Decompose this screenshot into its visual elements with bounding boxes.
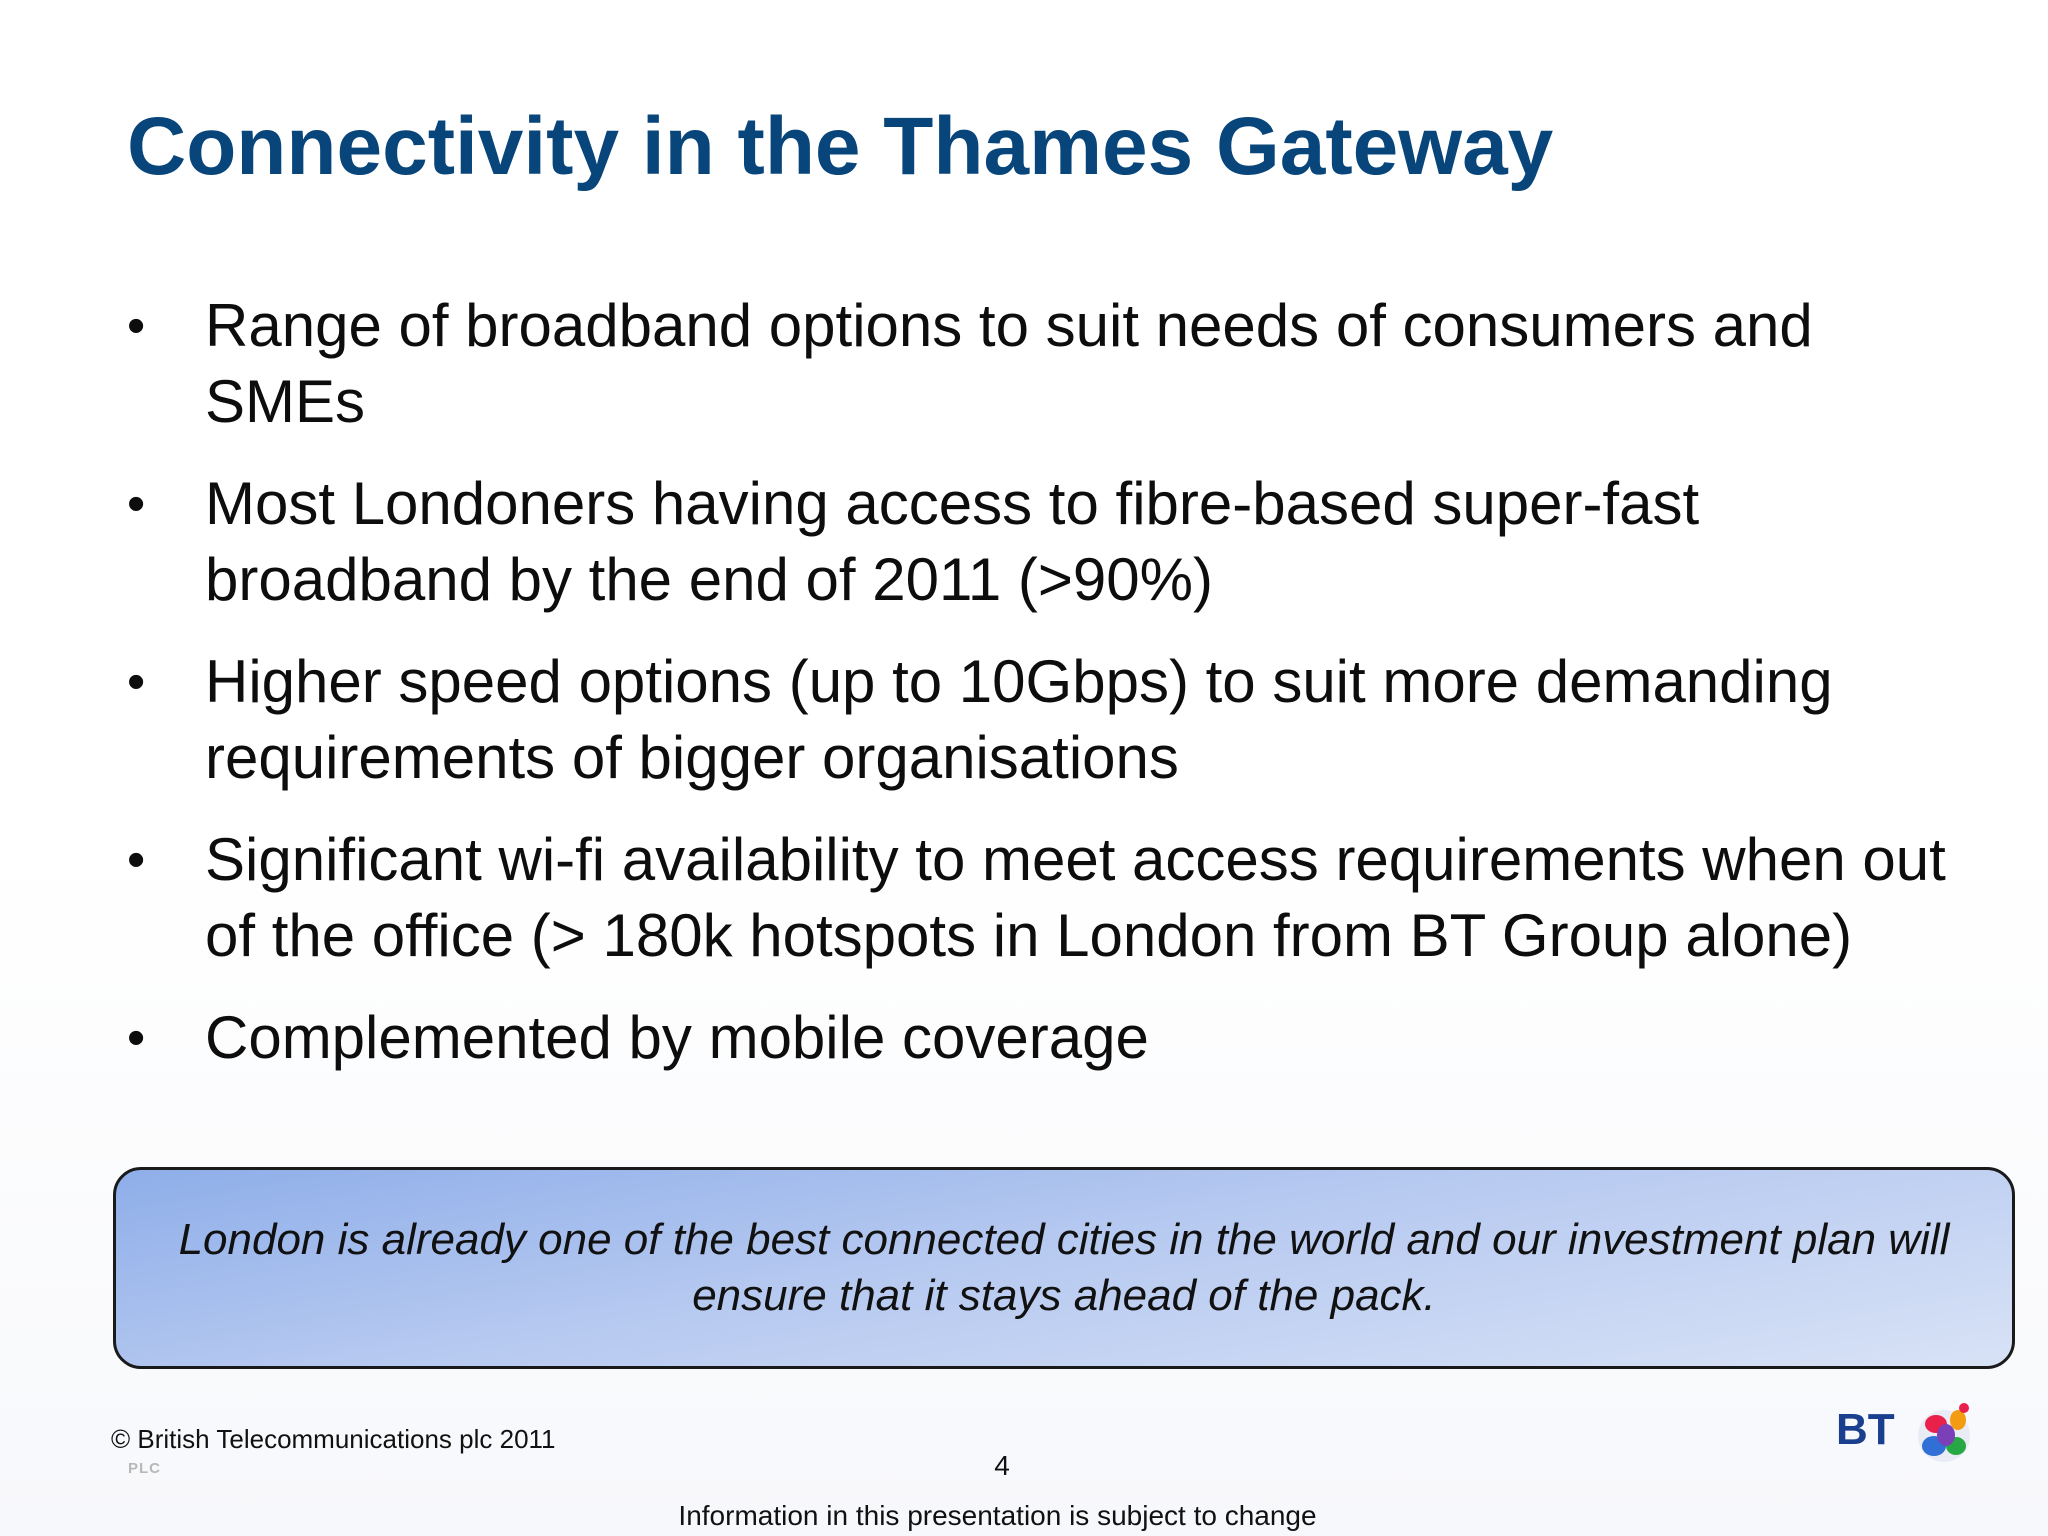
bullet-item bbox=[127, 822, 1987, 974]
plc-mark: PLC bbox=[128, 1460, 161, 1477]
bullet-marker: • bbox=[127, 831, 146, 889]
bullet-marker: • bbox=[127, 475, 146, 533]
callout-text: London is already one of the best connected cities in the world and our investment plan will ensure that it stays ahead of the pack. bbox=[178, 1215, 1950, 1320]
bullet-marker: • bbox=[127, 653, 146, 711]
bt-logo bbox=[1836, 1388, 1986, 1468]
bullet-item bbox=[127, 1000, 1987, 1076]
bt-piper-globe-icon bbox=[1918, 1403, 1970, 1462]
bullet-item bbox=[127, 644, 1987, 796]
bullet-text: Significant wi-fi availability to meet access requirements when out of the office (> 180k hotspots in London from BT Group alone) bbox=[205, 826, 1946, 969]
bullet-item bbox=[127, 466, 1987, 618]
bullet-marker: • bbox=[127, 297, 146, 355]
page-number: 4 bbox=[994, 1450, 1010, 1481]
callout-box bbox=[113, 1167, 2015, 1369]
bullet-text: Higher speed options (up to 10Gbps) to suit more demanding requirements of bigger organisations bbox=[205, 648, 1833, 791]
bullet-text: Complemented by mobile coverage bbox=[205, 1004, 1149, 1071]
bt-logo-text: BT bbox=[1836, 1405, 1895, 1454]
bullet-text: Range of broadband options to suit needs of consumers and SMEs bbox=[205, 292, 1813, 435]
copyright-notice: © British Telecommunications plc 2011 bbox=[111, 1424, 556, 1454]
disclaimer: Information in this presentation is subject to change bbox=[678, 1500, 1317, 1531]
slide-title: Connectivity in the Thames Gateway bbox=[127, 101, 1554, 192]
bullet-marker: • bbox=[127, 1009, 146, 1067]
bullet-text: Most Londoners having access to fibre-based super-fast broadband by the end of 2011 (>90%) bbox=[205, 470, 1700, 613]
bullet-item bbox=[127, 288, 1987, 440]
bullet-list bbox=[127, 288, 1987, 1102]
